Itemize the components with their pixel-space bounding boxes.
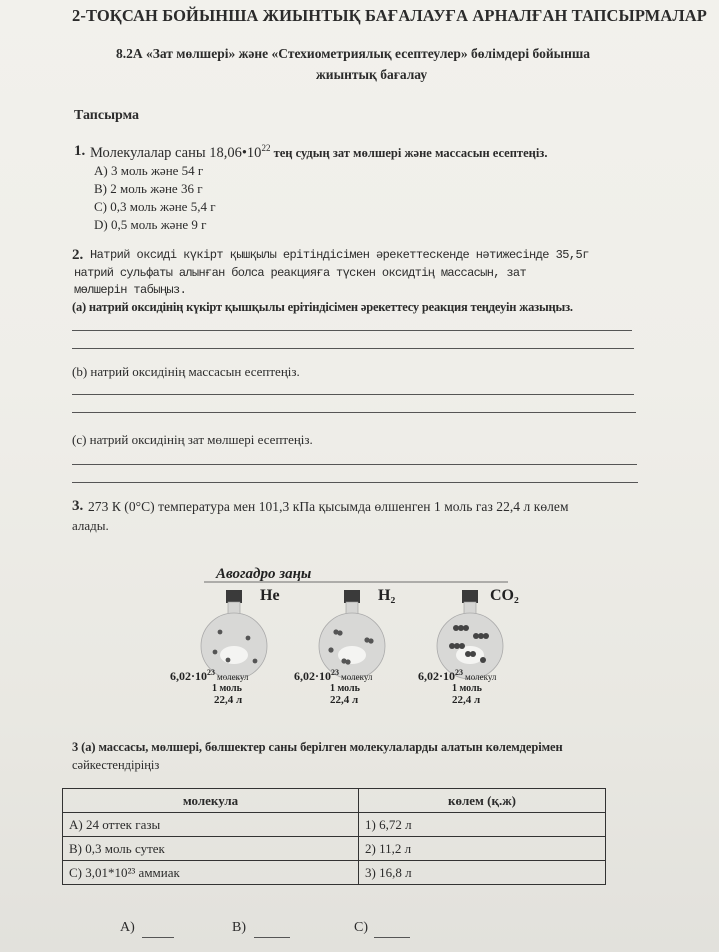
avogadro-law-figure [168, 562, 548, 712]
table-row [63, 813, 606, 837]
flask-h2 [319, 587, 395, 679]
table-header-row [63, 789, 606, 813]
flask-gas-label: H₂ [378, 587, 396, 604]
flask-count-label: $6,02\cdot 10^{23}$ $_{молекул}$ [294, 668, 373, 683]
flask-stopper-icon [462, 590, 478, 603]
answer-b-label: В) [232, 920, 246, 935]
table-cell-volume: 3) 16,8 л [359, 861, 606, 885]
table-row [63, 837, 606, 861]
q1-exponent: 22 [261, 143, 271, 153]
table-cell-molecule: В) 0,3 моль сутек [63, 837, 359, 861]
page-title: 2-ТОҚСАН БОЙЫНША ЖИЫНТЫҚ БАҒАЛАУҒА АРНАЛҒАН ТАПСЫРМАЛАР [72, 6, 707, 25]
q1-text-before: Молекулалар саны 18,06•10 [90, 144, 262, 161]
q1-option-b: B) 2 моль және 36 г [94, 181, 203, 196]
flask-gas-label: He [260, 587, 280, 604]
q1-text-after: тең судың зат мөлшері және массасын есептеңіз. [270, 145, 548, 160]
flask-vol-label: 22,4 л [452, 694, 481, 706]
q2-line1: Натрий оксиді күкірт қышқылы ерітіндісімен әрекеттескенде нәтижесінде 35,5г [90, 248, 589, 262]
flask-stopper-icon [226, 590, 242, 603]
q2-number: 2. [72, 247, 84, 263]
table-cell-molecule: А) 24 оттек газы [63, 813, 359, 837]
q2-part-b: (b) натрий оксидінің массасын есептеңіз. [72, 364, 300, 379]
answer-a-label: А) [120, 920, 135, 935]
q1-number: 1. [74, 143, 86, 159]
q2-part-c: (с) натрий оксидінің зат мөлшері есептеңіз. [72, 432, 313, 447]
q3-line2: алады. [72, 518, 109, 533]
flask-he [201, 587, 280, 679]
q3a-line1: 3 (а) массасы, мөлшері, бөлшектер саны берілген молекулаларды алатын көлемдерімен [72, 740, 563, 754]
table-header-molecule: молекула [63, 789, 359, 813]
page-subtitle-line2: жиынтық бағалау [316, 67, 428, 82]
flask-vol-label: 22,4 л [330, 694, 359, 706]
table-cell-volume: 2) 11,2 л [359, 837, 606, 861]
table-cell-volume: 1) 6,72 л [359, 813, 606, 837]
answer-line [72, 394, 634, 395]
answer-line [72, 348, 634, 349]
q1-text [90, 143, 547, 162]
q1-option-c: C) 0,3 моль және 5,4 г [94, 199, 216, 214]
table-header-volume: көлем (қ.ж) [359, 789, 606, 813]
q1-option-a: A) 3 моль және 54 г [94, 163, 204, 178]
table-row [63, 861, 606, 885]
matching-table [62, 788, 606, 885]
answer-line [72, 412, 636, 413]
flask-mol-label: 1 моль [212, 683, 242, 694]
q3-number: 3. [72, 498, 84, 514]
flask-count-label: $6,02\cdot 10^{23}$ $_{молекул}$ [170, 668, 249, 683]
flask-stopper-icon [344, 590, 360, 603]
flask-mol-label: 1 моль [330, 683, 360, 694]
answer-c-label: С) [354, 920, 368, 935]
table-cell-molecule: С) 3,01*10²³ аммиак [63, 861, 359, 885]
flask-mol-label: 1 моль [452, 683, 482, 694]
q2-part-a: (а) натрий оксидінің күкірт қышқылы ерітіндісімен әрекеттесу реакция теңдеуін жазыңыз. [72, 300, 573, 314]
flask-gas-label: CO₂ [490, 587, 519, 604]
answer-a-blank[interactable] [142, 937, 174, 938]
q2-line3: мөлшерін табыңыз. [74, 283, 187, 297]
q3a-line2: сәйкестендіріңіз [72, 758, 160, 772]
q2-line2: натрий сульфаты алынған болса реакцияға түскен оксидтің массасын, зат [74, 266, 527, 280]
answer-line [72, 464, 637, 465]
page-subtitle: 8.2А «Зат мөлшері» және «Стехиометриялық есептеулер» бөлімдері бойынша [116, 46, 591, 61]
q1-option-d: D) 0,5 моль және 9 г [94, 217, 207, 232]
section-label: Тапсырма [74, 108, 140, 123]
flask-co2 [437, 587, 519, 679]
answer-line [72, 330, 632, 331]
figure-title: Авогадро заңы [216, 566, 312, 582]
answer-b-blank[interactable] [254, 937, 290, 938]
answer-c-blank[interactable] [374, 937, 410, 938]
q3-line1: 273 К (0°С) температура мен 101,3 кПа қысымда өлшенген 1 моль газ 22,4 л көлем [88, 499, 569, 514]
flask-count-label: $6,02\cdot 10^{23}$ $_{молекул}$ [418, 668, 497, 683]
flask-vol-label: 22,4 л [214, 694, 243, 706]
answer-line [72, 482, 638, 483]
